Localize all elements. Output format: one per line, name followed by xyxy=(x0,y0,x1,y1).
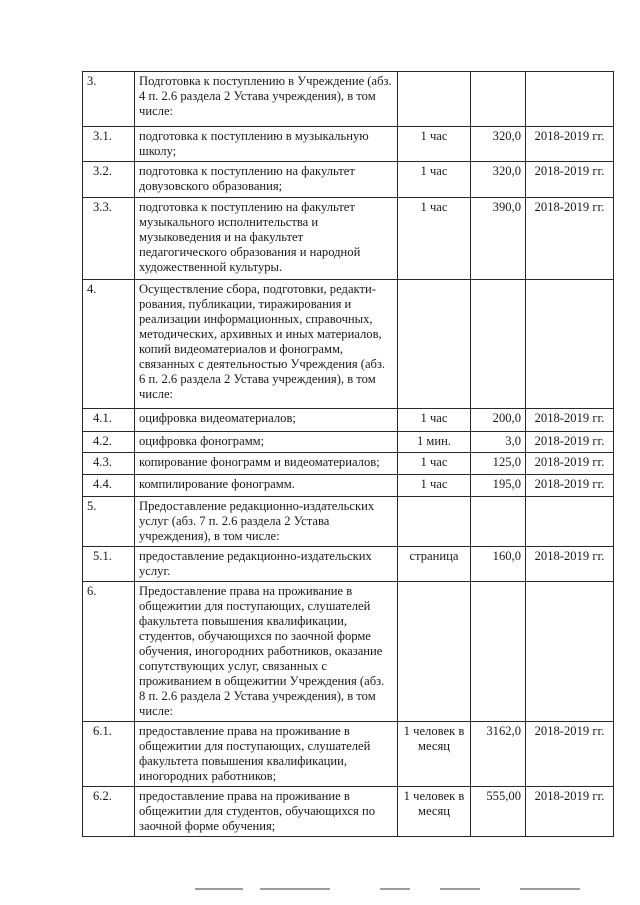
row-description: предоставление редакционно-издательских услуг. xyxy=(135,547,398,582)
row-period: 2018-2019 гг. xyxy=(526,475,614,497)
row-price xyxy=(471,72,526,127)
row-period: 2018-2019 гг. xyxy=(526,198,614,280)
scan-artifact xyxy=(440,888,480,890)
row-number: 4.4. xyxy=(83,475,135,497)
row-description: компилирование фонограмм. xyxy=(135,475,398,497)
scan-artifact xyxy=(380,888,410,890)
table-row xyxy=(83,722,614,787)
row-unit xyxy=(398,280,471,409)
row-price: 125,0 xyxy=(471,453,526,475)
row-number: 6.2. xyxy=(83,787,135,837)
row-unit: 1 час xyxy=(398,127,471,162)
row-price: 200,0 xyxy=(471,409,526,432)
row-period xyxy=(526,72,614,127)
row-number: 3. xyxy=(83,72,135,127)
row-description: копирование фонограмм и видеоматериалов; xyxy=(135,453,398,475)
row-period: 2018-2019 гг. xyxy=(526,547,614,582)
scan-artifact xyxy=(260,888,330,890)
row-number: 5.1. xyxy=(83,547,135,582)
row-unit: 1 час xyxy=(398,198,471,280)
row-price: 195,0 xyxy=(471,475,526,497)
row-description: оцифровка видеоматериалов; xyxy=(135,409,398,432)
row-description: подготовка к поступлению на факультет довузовского образования; xyxy=(135,162,398,198)
row-unit xyxy=(398,582,471,722)
row-period: 2018-2019 гг. xyxy=(526,787,614,837)
row-period xyxy=(526,280,614,409)
row-price xyxy=(471,280,526,409)
row-description: подготовка к поступлению на факультет музыкального исполнительства и музыковедения и на факультет педагогического образования и народной художественной культуры. xyxy=(135,198,398,280)
row-description: Предоставление права на проживание в общежитии для поступающих, слушателей факультета повышения квалификации, студентов, обучающихся по заочной форме обучения, иногородних работников, оказание сопутствующих услуг, связанных с проживанием в общежитии Учреждения (абз. 8 п. 2.6 раздела 2 Устава учреждения), в том числе: xyxy=(135,582,398,722)
scan-artifact xyxy=(520,888,580,890)
row-description: подготовка к поступлению в музыкальную школу; xyxy=(135,127,398,162)
row-number: 4.1. xyxy=(83,409,135,432)
row-unit: 1 человек в месяц xyxy=(398,722,471,787)
row-price xyxy=(471,582,526,722)
row-number: 3.2. xyxy=(83,162,135,198)
table-row xyxy=(83,475,614,497)
row-unit: 1 час xyxy=(398,409,471,432)
row-period: 2018-2019 гг. xyxy=(526,409,614,432)
row-unit: страница xyxy=(398,547,471,582)
row-period: 2018-2019 гг. xyxy=(526,432,614,453)
row-period: 2018-2019 гг. xyxy=(526,453,614,475)
row-period xyxy=(526,497,614,547)
table-row xyxy=(83,198,614,280)
row-number: 3.3. xyxy=(83,198,135,280)
row-number: 4.2. xyxy=(83,432,135,453)
scan-artifact xyxy=(195,888,243,890)
row-unit: 1 час xyxy=(398,475,471,497)
table-row xyxy=(83,409,614,432)
row-price xyxy=(471,497,526,547)
row-price: 3162,0 xyxy=(471,722,526,787)
row-price: 160,0 xyxy=(471,547,526,582)
row-description: Подготовка к поступлению в Учреждение (абз. 4 п. 2.6 раздела 2 Устава учреждения), в том числе: xyxy=(135,72,398,127)
row-unit: 1 мин. xyxy=(398,432,471,453)
row-price: 555,00 xyxy=(471,787,526,837)
row-period: 2018-2019 гг. xyxy=(526,162,614,198)
row-price: 3,0 xyxy=(471,432,526,453)
table-row xyxy=(83,582,614,722)
row-unit: 1 час xyxy=(398,162,471,198)
table-row xyxy=(83,127,614,162)
row-number: 4.3. xyxy=(83,453,135,475)
table-row xyxy=(83,162,614,198)
row-description: Предоставление редакционно-издательских услуг (абз. 7 п. 2.6 раздела 2 Устава учреждения), в том числе: xyxy=(135,497,398,547)
row-number: 6.1. xyxy=(83,722,135,787)
table-row xyxy=(83,432,614,453)
price-table xyxy=(82,71,614,837)
row-price: 320,0 xyxy=(471,127,526,162)
row-description: предоставление права на проживание в общежитии для поступающих, слушателей факультета повышения квалификации, иногородних работников; xyxy=(135,722,398,787)
row-period xyxy=(526,582,614,722)
table-row xyxy=(83,497,614,547)
table-row xyxy=(83,280,614,409)
row-number: 3.1. xyxy=(83,127,135,162)
row-unit xyxy=(398,72,471,127)
price-table-body xyxy=(83,72,614,837)
table-row xyxy=(83,787,614,837)
row-number: 4. xyxy=(83,280,135,409)
row-number: 5. xyxy=(83,497,135,547)
table-row xyxy=(83,72,614,127)
table-row xyxy=(83,453,614,475)
row-period: 2018-2019 гг. xyxy=(526,722,614,787)
row-unit: 1 человек в месяц xyxy=(398,787,471,837)
row-period: 2018-2019 гг. xyxy=(526,127,614,162)
row-unit xyxy=(398,497,471,547)
row-price: 320,0 xyxy=(471,162,526,198)
row-description: предоставление права на проживание в общежитии для студентов, обучающихся по заочной форме обучения; xyxy=(135,787,398,837)
table-row xyxy=(83,547,614,582)
row-unit: 1 час xyxy=(398,453,471,475)
row-price: 390,0 xyxy=(471,198,526,280)
row-number: 6. xyxy=(83,582,135,722)
row-description: Осуществление сбора, подготовки, редакти-рования, публикации, тиражирования и реализации информационных, справочных, методических, архивных и иных материалов, копий видеоматериалов и фонограмм, связанных с деятельностью Учреждения (абз. 6 п. 2.6 раздела 2 Устава учреждения), в том числе: xyxy=(135,280,398,409)
row-description: оцифровка фонограмм; xyxy=(135,432,398,453)
